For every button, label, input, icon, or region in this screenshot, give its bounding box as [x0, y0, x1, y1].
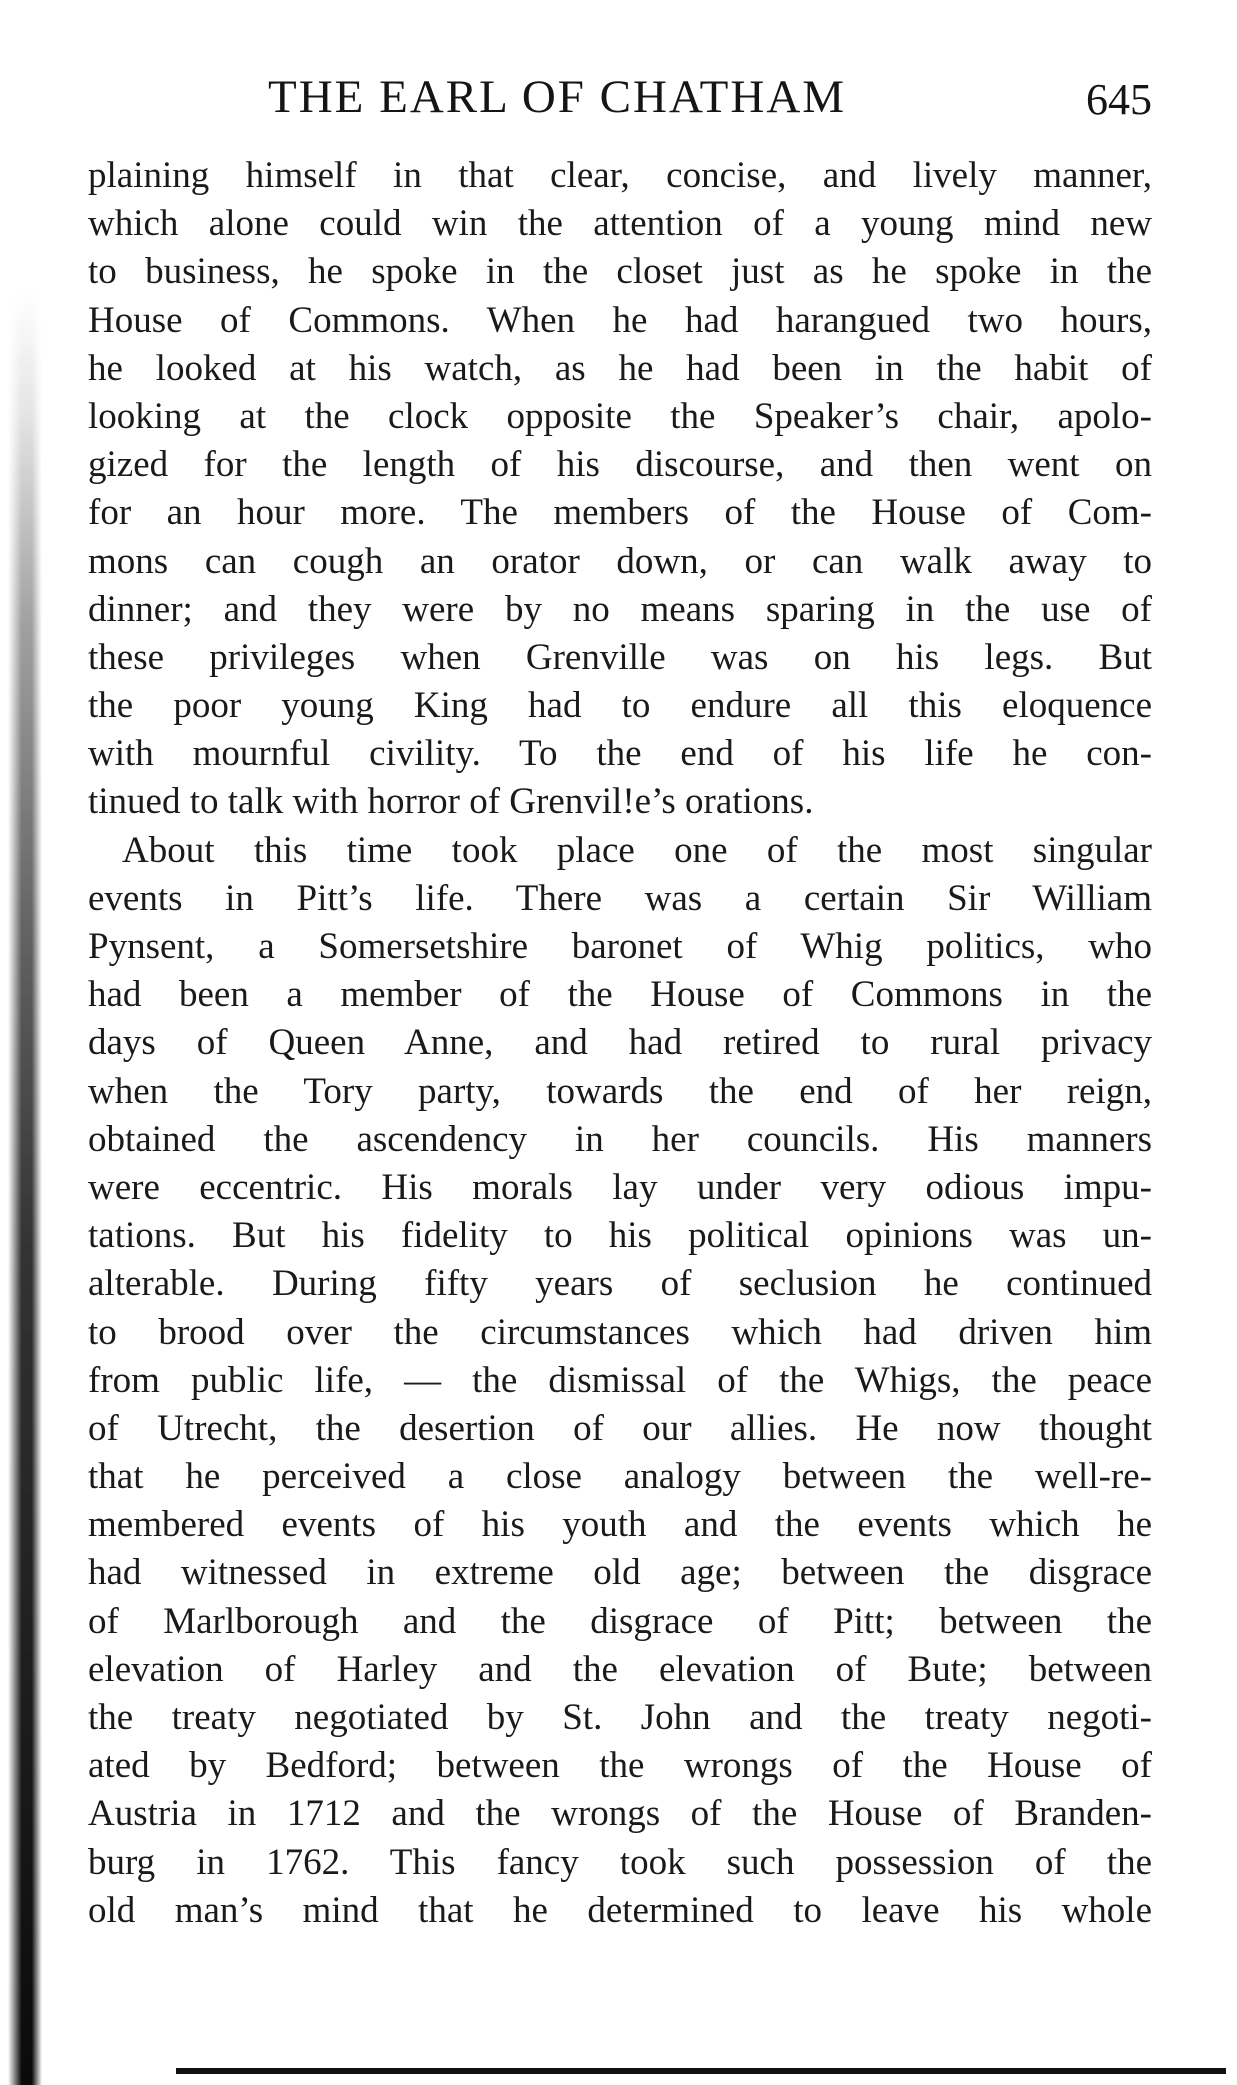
paragraph-start-line: About this time took place one of the most singular — [122, 829, 1152, 871]
text-line: burg in 1762. This fancy took such possession of the — [88, 1841, 1152, 1883]
text-line: obtained the ascendency in her councils. His manners — [88, 1118, 1152, 1160]
text-line: when the Tory party, towards the end of her reign, — [88, 1070, 1152, 1112]
text-line: events in Pitt’s life. There was a certain Sir William — [88, 877, 1152, 919]
text-line: he looked at his watch, as he had been in the habit of — [88, 347, 1152, 389]
text-line: alterable. During fifty years of seclusion he continued — [88, 1263, 1152, 1305]
text-line: had been a member of the House of Commons in the — [88, 974, 1152, 1016]
text-line: of Utrecht, the desertion of our allies. He now thought — [88, 1407, 1152, 1449]
running-title: THE EARL OF CHATHAM — [268, 71, 847, 123]
page-number: 645 — [1086, 75, 1152, 124]
text-line: ated by Bedford; between the wrongs of the House of — [88, 1745, 1152, 1787]
text-line: from public life, — the dismissal of the Whigs, the peace — [88, 1359, 1152, 1401]
body-text — [88, 152, 1152, 1935]
text-line: for an hour more. The members of the House of Com- — [88, 492, 1152, 534]
text-line: to brood over the circumstances which had driven him — [88, 1311, 1152, 1353]
text-line: to business, he spoke in the closet just as he spoke in the — [88, 251, 1152, 293]
page-header — [88, 70, 1152, 130]
text-line: were eccentric. His morals lay under very odious impu- — [88, 1166, 1152, 1208]
text-line: of Marlborough and the disgrace of Pitt; between the — [88, 1600, 1152, 1642]
text-line: elevation of Harley and the elevation of Bute; between — [88, 1648, 1152, 1690]
text-line: gized for the length of his discourse, and then went on — [88, 444, 1152, 486]
text-line: which alone could win the attention of a young mind new — [88, 203, 1152, 245]
text-line: that he perceived a close analogy between the well-re- — [88, 1456, 1152, 1498]
paragraph-end-line: tinued to talk with horror of Grenvil!e’s orations. — [88, 781, 814, 823]
text-line: days of Queen Anne, and had retired to rural privacy — [88, 1022, 1152, 1064]
text-line: these privileges when Grenville was on his legs. But — [88, 636, 1152, 678]
page-binding-edge — [8, 0, 42, 2085]
text-line: House of Commons. When he had harangued two hours, — [88, 299, 1152, 341]
text-line: membered events of his youth and the events which he — [88, 1504, 1152, 1546]
text-line: with mournful civility. To the end of his life he con- — [88, 733, 1152, 775]
text-line: Pynsent, a Somersetshire baronet of Whig politics, who — [88, 926, 1152, 967]
text-line: tations. But his fidelity to his political opinions was un- — [88, 1215, 1152, 1257]
text-line: looking at the clock opposite the Speaker’s chair, apolo- — [88, 395, 1152, 437]
text-line: dinner; and they were by no means sparing in the use of — [88, 588, 1152, 630]
text-line: mons can cough an orator down, or can walk away to — [88, 540, 1152, 582]
text-line: the treaty negotiated by St. John and the treaty negoti- — [88, 1697, 1152, 1738]
bottom-rule — [176, 2068, 1226, 2074]
text-line: the poor young King had to endure all this eloquence — [88, 685, 1152, 727]
text-line: plaining himself in that clear, concise, and lively manner, — [88, 155, 1152, 196]
text-line: Austria in 1712 and the wrongs of the House of Branden- — [88, 1793, 1152, 1835]
text-line: had witnessed in extreme old age; between the disgrace — [88, 1552, 1152, 1594]
text-line: old man’s mind that he determined to leave his whole — [88, 1889, 1152, 1931]
